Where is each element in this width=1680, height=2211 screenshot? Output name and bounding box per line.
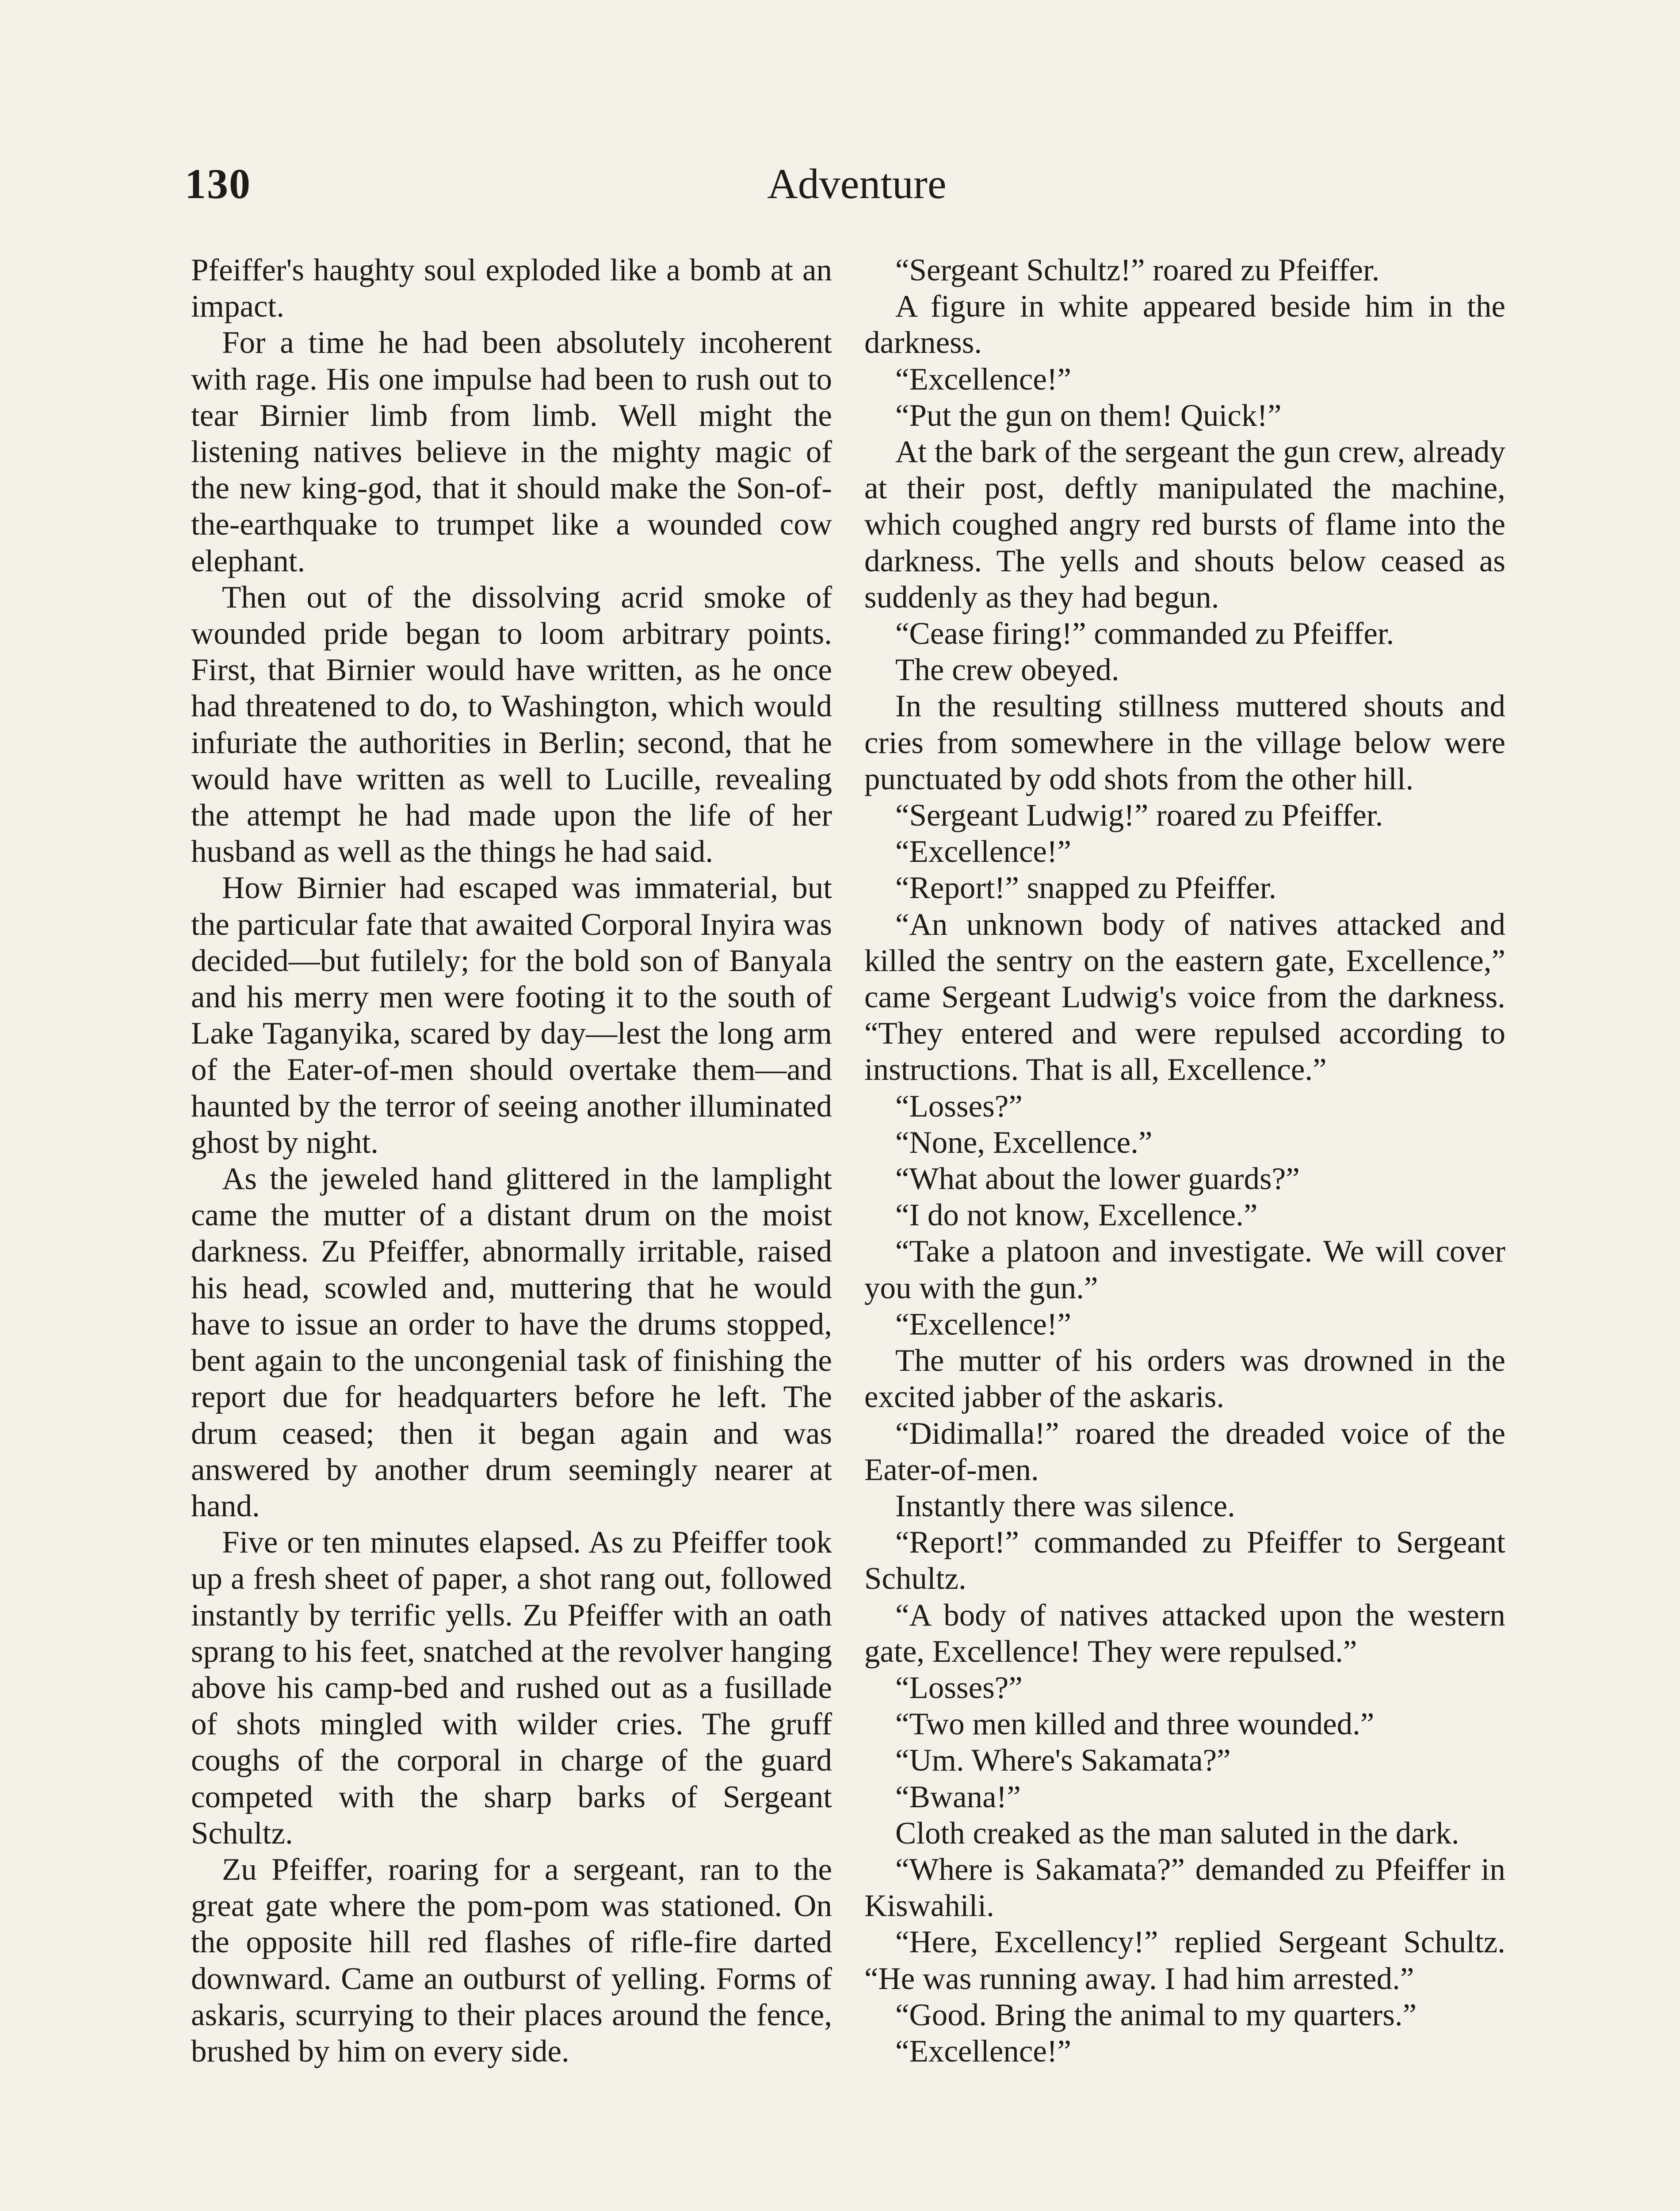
paragraph: “Um. Where's Sakamata?”	[895, 1743, 1231, 1778]
paragraph: “Cease firing!” commanded zu Pfeiffer.	[895, 616, 1394, 651]
paragraph: “Losses?”	[895, 1089, 1023, 1124]
paragraph: “Excellence!”	[895, 834, 1072, 869]
paragraph: As the jeweled hand glittered in the lamplight came the mutter of a distant drum on the moist darkness. Zu Pfeiffer, abnormally irritable, raised his head, scowled and, muttering that he would have to issue an order to have the drums stopped, bent again to the uncongenial task of finishing the report due for headquarters before he left. The drum ceased; then it began again and was answered by another drum seemingly nearer at hand.	[191, 1162, 832, 1523]
paragraph: “None, Excellence.”	[895, 1125, 1153, 1160]
paragraph: Pfeiffer's haughty soul exploded like a bomb at an impact.	[191, 253, 832, 324]
left-column	[191, 252, 832, 2069]
paragraph: “Excellence!”	[895, 2034, 1072, 2069]
paragraph: “I do not know, Excellence.”	[895, 1198, 1258, 1233]
running-title: Adventure	[767, 160, 947, 207]
paragraph: “Report!” commanded zu Pfeiffer to Sergeant Schultz.	[864, 1525, 1505, 1596]
paragraph: “Report!” snapped zu Pfeiffer.	[895, 871, 1277, 906]
page-number: 130	[185, 160, 251, 207]
paragraph: “Take a platoon and investigate. We will cover you with the gun.”	[864, 1234, 1505, 1305]
paragraph: “Two men killed and three wounded.”	[895, 1707, 1375, 1742]
paragraph: How Birnier had escaped was immaterial, but the particular fate that awaited Corporal Inyira was decided—but futilely; for the bold son of Banyala and his merry men were footing it to the south of Lake Taganyika, scared by day—lest the long arm of the Eater-of-men should overtake them—and haunted by the terror of seeing another illuminated ghost by night.	[191, 871, 832, 1160]
page-header	[185, 159, 1529, 226]
paragraph: “An unknown body of natives attacked and killed the sentry on the eastern gate, Excellence,” came Sergeant Ludwig's voice from the darkness. “They entered and were repulsed according to instructions. That is all, Excellence.”	[864, 907, 1505, 1087]
paragraph: “Losses?”	[895, 1670, 1023, 1705]
paragraph: Zu Pfeiffer, roaring for a sergeant, ran to the great gate where the pom-pom was stationed. On the opposite hill red flashes of rifle-fire darted downward. Came an outburst of yelling. Forms of askaris, scurrying to their places around the fence, brushed by him on every side.	[191, 1852, 832, 2069]
paragraph: “Sergeant Ludwig!” roared zu Pfeiffer.	[895, 798, 1383, 833]
paragraph: “Where is Sakamata?” demanded zu Pfeiffer in Kiswahili.	[864, 1852, 1505, 1924]
paragraph: “Didimalla!” roared the dreaded voice of the Eater-of-men.	[864, 1416, 1505, 1487]
paragraph: Five or ten minutes elapsed. As zu Pfeiffer took up a fresh sheet of paper, a shot rang out, followed instantly by terrific yells. Zu Pfeiffer with an oath sprang to his feet, snatched at the revolver hanging above his camp-bed and rushed out as a fusillade of shots mingled with wilder cries. The gruff coughs of the corporal in charge of the guard competed with the sharp barks of Sergeant Schultz.	[191, 1525, 832, 1851]
right-column	[864, 252, 1505, 2069]
paragraph: In the resulting stillness muttered shouts and cries from somewhere in the village below were punctuated by odd shots from the other hill.	[864, 689, 1505, 796]
paragraph: “Excellence!”	[895, 362, 1072, 397]
paragraph: “Sergeant Schultz!” roared zu Pfeiffer.	[895, 253, 1380, 287]
paragraph: “Excellence!”	[895, 1307, 1072, 1342]
paragraph: Then out of the dissolving acrid smoke of wounded pride began to loom arbitrary points. First, that Birnier would have written, as he once had threatened to do, to Washington, which would infuriate the authorities in Berlin; second, that he would have written as well to Lucille, revealing the attempt he had made upon the life of her husband as well as the things he had said.	[191, 580, 832, 869]
paragraph: The crew obeyed.	[895, 653, 1119, 688]
paragraph: “What about the lower guards?”	[895, 1162, 1300, 1197]
paragraph: “Put the gun on them! Quick!”	[895, 398, 1282, 433]
paragraph: Cloth creaked as the man saluted in the dark.	[895, 1816, 1459, 1851]
paragraph: “Good. Bring the animal to my quarters.”	[895, 1997, 1417, 2032]
paragraph: Instantly there was silence.	[895, 1488, 1235, 1523]
paragraph: At the bark of the sergeant the gun crew, already at their post, deftly manipulated the machine, which coughed angry red bursts of flame into the darkness. The yells and shouts below ceased as suddenly as they had begun.	[864, 435, 1505, 615]
paragraph: “A body of natives attacked upon the western gate, Excellence! They were repulsed.”	[864, 1598, 1505, 1669]
paragraph: The mutter of his orders was drowned in the excited jabber of the askaris.	[864, 1343, 1505, 1415]
paragraph: A figure in white appeared beside him in the darkness.	[864, 289, 1505, 360]
paragraph: “Bwana!”	[895, 1779, 1021, 1814]
paragraph: “Here, Excellency!” replied Sergeant Schultz. “He was running away. I had him arrested.”	[864, 1925, 1505, 1996]
paragraph: For a time he had been absolutely incoherent with rage. His one impulse had been to rush out to tear Birnier limb from limb. Well might the listening natives believe in the mighty magic of the new king-god, that it should make the Son-of-the-earthquake to trumpet like a wounded cow elephant.	[191, 325, 832, 578]
